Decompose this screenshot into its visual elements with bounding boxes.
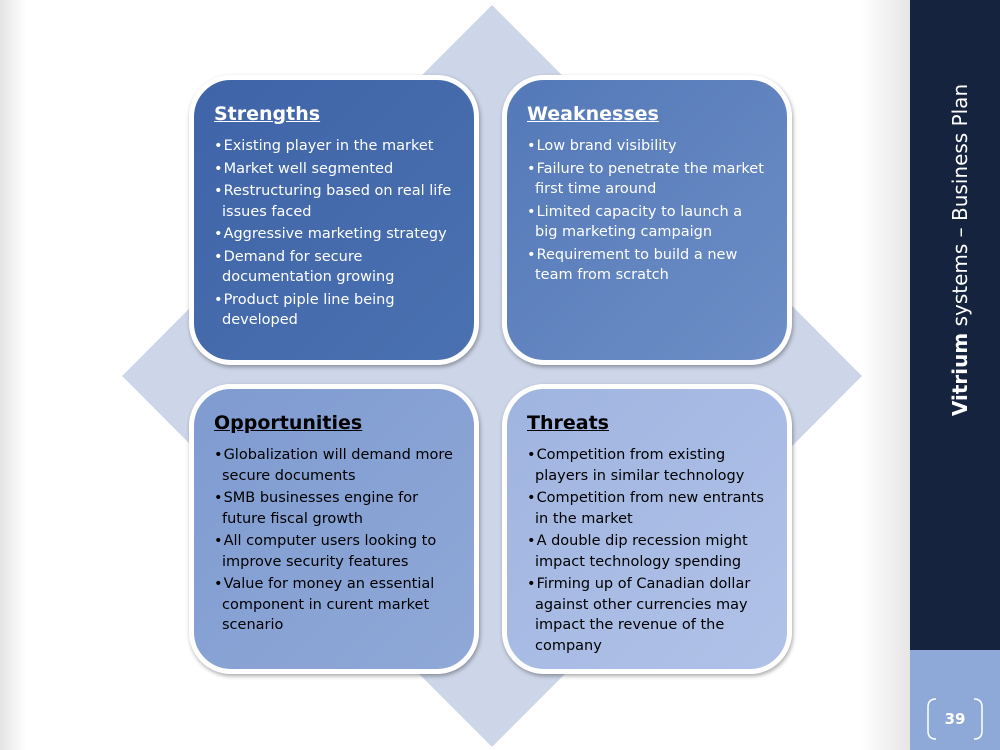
list-item: • Aggressive marketing strategy (214, 224, 456, 245)
opportunities-title: Opportunities (214, 412, 363, 434)
threats-quadrant (502, 384, 792, 674)
list-item: • Market well segmented (214, 159, 456, 180)
weaknesses-quadrant (502, 75, 792, 365)
opportunities-list (214, 445, 456, 636)
list-item: • Low brand visibility (527, 136, 769, 157)
list-item: • Globalization will demand more secure documents (214, 445, 456, 486)
weaknesses-list (527, 136, 769, 286)
strengths-quadrant (189, 75, 479, 365)
opportunities-quadrant (189, 384, 479, 674)
page-number: 39 (944, 710, 966, 728)
list-item: • Competition from new entrants in the market (527, 488, 769, 529)
page-number-badge (926, 697, 984, 741)
strengths-title: Strengths (214, 103, 321, 125)
sidebar-title (948, 84, 972, 416)
strengths-list (214, 136, 456, 331)
list-item: • Demand for secure documentation growing (214, 247, 456, 288)
list-item: • Limited capacity to launch a big marketing campaign (527, 202, 769, 243)
list-item: • Requirement to build a new team from scratch (527, 245, 769, 286)
threats-title: Threats (527, 412, 609, 434)
list-item: • Existing player in the market (214, 136, 456, 157)
list-item: • SMB businesses engine for future fiscal growth (214, 488, 456, 529)
sidebar-title-bold: Vitrium (948, 332, 972, 417)
threats-list (527, 445, 769, 656)
list-item: • Firming up of Canadian dollar against other currencies may impact the revenue of the company (527, 574, 769, 656)
list-item: • All computer users looking to improve security features (214, 531, 456, 572)
list-item: • Competition from existing players in similar technology (527, 445, 769, 486)
list-item: • A double dip recession might impact technology spending (527, 531, 769, 572)
list-item: • Product piple line being developed (214, 290, 456, 331)
list-item: • Restructuring based on real life issues faced (214, 181, 456, 222)
sidebar-title-rest: systems – Business Plan (948, 83, 972, 333)
list-item: • Value for money an essential component in curent market scenario (214, 574, 456, 636)
weaknesses-title: Weaknesses (527, 103, 659, 125)
list-item: • Failure to penetrate the market first time around (527, 159, 769, 200)
